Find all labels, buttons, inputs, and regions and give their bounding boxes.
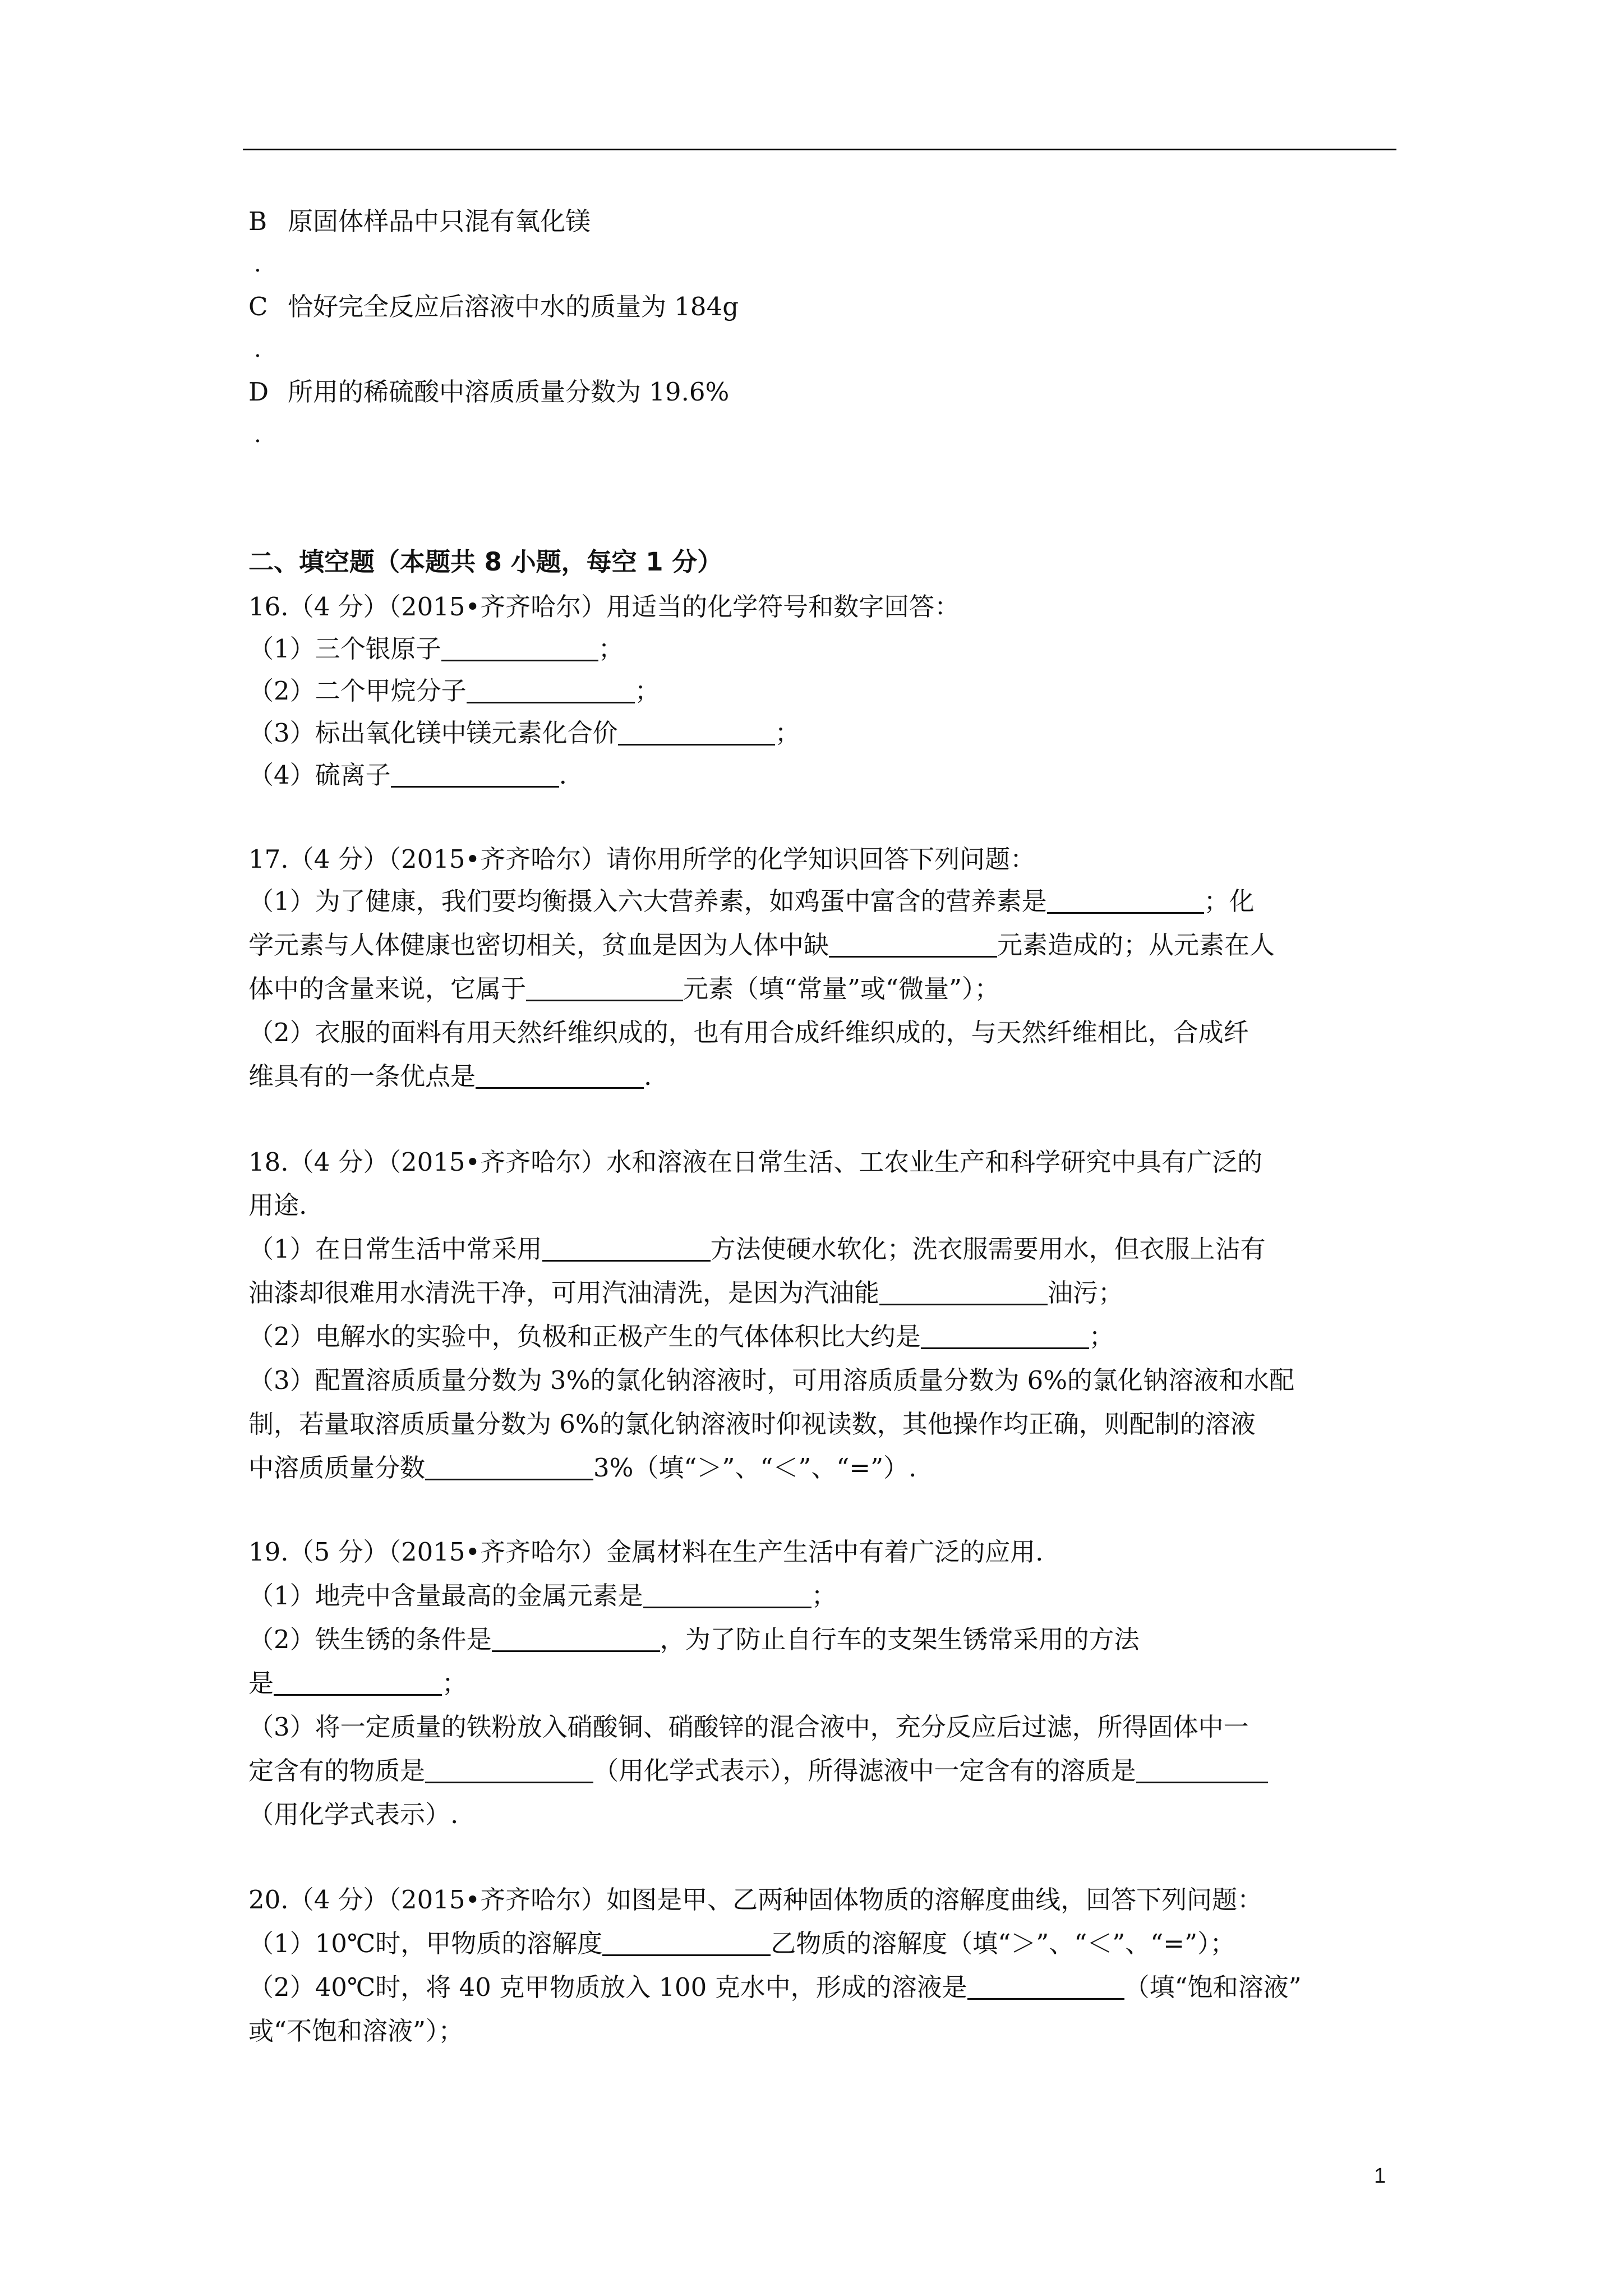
q17-stem: 17.（4 分）（2015•齐齐哈尔）请你用所学的化学知识回答下列问题：	[248, 844, 1036, 874]
q16-part2: （2）二个甲烷分子 ；	[248, 676, 660, 706]
q16-stem: 16.（4 分）（2015•齐齐哈尔）用适当的化学符号和数字回答：	[248, 592, 960, 622]
answer-blank[interactable]	[425, 1756, 593, 1783]
page-number: 1	[1374, 2164, 1386, 2188]
answer-blank[interactable]	[467, 677, 635, 703]
q19-line1: （1）地壳中含量最高的金属元素是 ；	[248, 1581, 837, 1611]
answer-blank[interactable]	[526, 974, 683, 1001]
answer-blank[interactable]	[643, 1581, 811, 1608]
option-b	[248, 206, 591, 237]
q16-part1: （1）三个银原子 ；	[248, 634, 624, 664]
option-text: 恰好完全反应后溶液中水的质量为 184g	[288, 292, 739, 321]
answer-blank[interactable]	[476, 1062, 644, 1089]
answer-blank[interactable]	[274, 1669, 442, 1696]
q18-line6: 中溶质质量分数 3%（填“＞”、“＜”、“=”）.	[248, 1453, 917, 1483]
q19-line6: （用化学式表示）.	[248, 1800, 459, 1829]
option-letter: C	[248, 292, 268, 321]
q17-line2: 学元素与人体健康也密切相关，贫血是因为人体中缺 元素造成的；从元素在人	[248, 930, 1275, 960]
answer-blank[interactable]	[967, 1973, 1124, 2000]
q17-line5: 维具有的一条优点是 .	[248, 1061, 652, 1091]
answer-blank[interactable]	[1047, 887, 1204, 914]
answer-blank[interactable]	[921, 1322, 1089, 1349]
answer-blank[interactable]	[879, 1278, 1048, 1305]
q18-line2: 油漆却很难用水清洗干净，可用汽油清洗，是因为汽油能 油污；	[248, 1278, 1124, 1308]
option-letter: B	[248, 206, 268, 236]
q19-line5: 定含有的物质是 （用化学式表示），所得滤液中一定含有的溶质是	[248, 1756, 1268, 1786]
q16-part4: （4）硫离子 .	[248, 760, 567, 790]
q20-line1: （1）10℃时，甲物质的溶解度 乙物质的溶解度（填“＞”、“＜”、“=”）；	[248, 1929, 1235, 1958]
answer-blank[interactable]	[1136, 1756, 1268, 1783]
option-letter: D	[248, 377, 269, 407]
option-dot: .	[254, 251, 261, 277]
q19-line4: （3）将一定质量的铁粉放入硝酸铜、硝酸锌的混合液中，充分反应后过滤，所得固体中一	[248, 1712, 1249, 1742]
q19-line2: （2）铁生锈的条件是 ，为了防止自行车的支架生锈常采用的方法	[248, 1625, 1140, 1654]
option-text: 所用的稀硫酸中溶质质量分数为 19.6%	[288, 377, 730, 407]
header-rule	[243, 149, 1396, 150]
answer-blank[interactable]	[829, 931, 997, 958]
answer-blank[interactable]	[602, 1929, 771, 1956]
q17-line4: （2）衣服的面料有用天然纤维织成的，也有用合成纤维织成的，与天然纤维相比，合成纤	[248, 1018, 1249, 1047]
answer-blank[interactable]	[542, 1235, 711, 1262]
option-dot: .	[254, 422, 261, 448]
q16-part3: （3）标出氧化镁中镁元素化合价 ；	[248, 718, 800, 748]
answer-blank[interactable]	[441, 634, 598, 661]
q19-stem: 19.（5 分）（2015•齐齐哈尔）金属材料在生产生活中有着广泛的应用.	[248, 1537, 1044, 1567]
section-heading: 二、填空题（本题共 8 小题，每空 1 分）	[248, 547, 723, 577]
q18-stem: 18.（4 分）（2015•齐齐哈尔）水和溶液在日常生活、工农业生产和科学研究中具有广泛的	[248, 1147, 1263, 1177]
q18-line3: （2）电解水的实验中，负极和正极产生的气体体积比大约是 ；	[248, 1322, 1114, 1351]
answer-blank[interactable]	[618, 719, 775, 746]
q18-line1: （1）在日常生活中常采用 方法使硬水软化；洗衣服需要用水，但衣服上沾有	[248, 1234, 1266, 1264]
q17-line1: （1）为了健康，我们要均衡摄入六大营养素，如鸡蛋中富含的营养素是 ；化	[248, 886, 1255, 916]
answer-blank[interactable]	[391, 761, 559, 788]
q17-line3: 体中的含量来说，它属于 元素（填“常量”或“微量”）；	[248, 974, 1000, 1004]
q20-line3: 或“不饱和溶液”）；	[248, 2016, 464, 2046]
q18-line5: 制，若量取溶质质量分数为 6%的氯化钠溶液时仰视读数，其他操作均正确，则配制的溶液	[248, 1409, 1256, 1439]
option-d	[248, 377, 729, 407]
q19-line3: 是 ；	[248, 1668, 468, 1698]
answer-blank[interactable]	[425, 1453, 593, 1480]
q20-stem: 20.（4 分）（2015•齐齐哈尔）如图是甲、乙两种固体物质的溶解度曲线，回答下列问题：	[248, 1885, 1263, 1915]
q18-stem-cont: 用途.	[248, 1190, 307, 1220]
option-c	[248, 292, 739, 322]
q20-line2: （2）40℃时，将 40 克甲物质放入 100 克水中，形成的溶液是 （填“饱和溶液”	[248, 1972, 1302, 2002]
option-text: 原固体样品中只混有氧化镁	[288, 206, 591, 236]
option-dot: .	[254, 337, 261, 362]
answer-blank[interactable]	[492, 1625, 660, 1652]
q18-line4: （3）配置溶质质量分数为 3%的氯化钠溶液时，可用溶质质量分数为 6%的氯化钠溶液和水配	[248, 1365, 1295, 1395]
